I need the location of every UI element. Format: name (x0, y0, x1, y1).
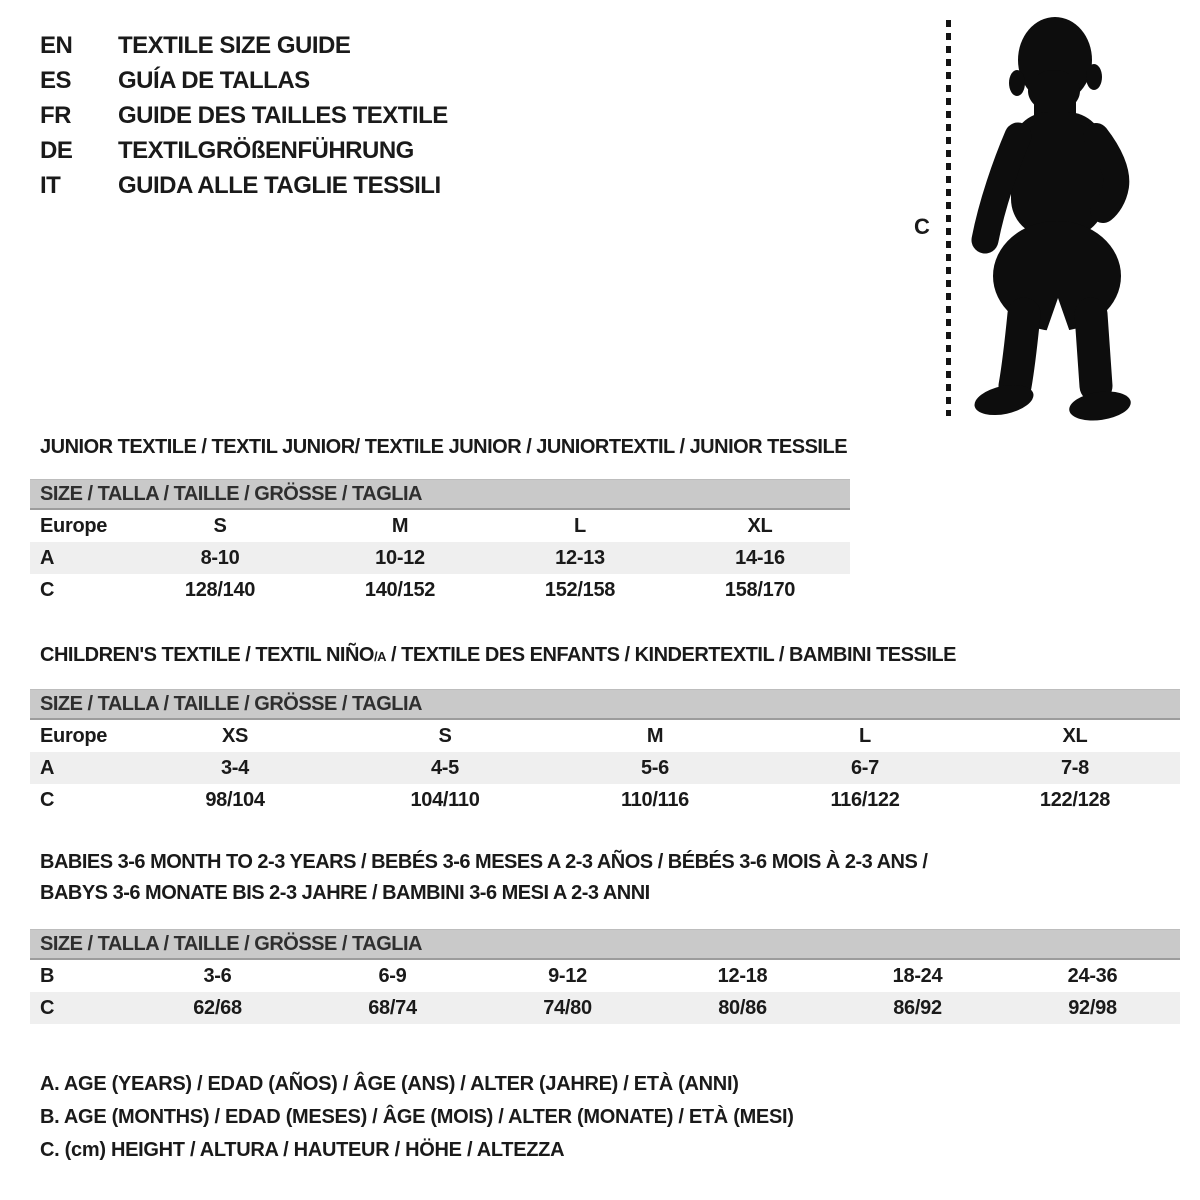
table-cell: XL (747, 514, 773, 537)
children-title-sub: /A (373, 649, 386, 664)
language-title: GUIDA ALLE TAGLIE TESSILI (118, 171, 441, 199)
children-size-table (30, 689, 1180, 816)
language-row (40, 168, 448, 203)
table-row (30, 992, 1180, 1024)
size-header-bar: SIZE / TALLA / TAILLE / GRÖSSE / TAGLIA (30, 929, 1180, 960)
children-title-post: / TEXTILE DES ENFANTS / KINDERTEXTIL / BAMBINI TESSILE (385, 644, 956, 666)
table-cell: 122/128 (1039, 788, 1111, 811)
legend-line-c: C. (cm) HEIGHT / ALTURA / HAUTEUR / HÖHE / ALTEZZA (40, 1139, 565, 1161)
table-cell: 6-9 (378, 964, 407, 987)
table-cell: 80/86 (718, 996, 767, 1019)
babies-size-table (30, 929, 1180, 1024)
table-cell: 104/110 (410, 788, 480, 811)
table-cell: 98/104 (205, 788, 265, 811)
table-row (30, 752, 1180, 784)
height-measure-label: C (914, 214, 930, 239)
table-cell: 158/170 (724, 578, 796, 601)
table-cell: 92/98 (1068, 996, 1117, 1019)
table-cell: XS (221, 724, 249, 747)
row-label: A (40, 756, 55, 779)
table-cell: M (646, 724, 664, 747)
legend-line-b: B. AGE (MONTHS) / EDAD (MESES) / ÂGE (MOIS) / ALTER (MONATE) / ETÀ (MESI) (40, 1106, 794, 1128)
row-label: A (40, 546, 55, 569)
language-row (40, 98, 448, 133)
language-code: DE (40, 136, 73, 164)
language-title-list (40, 28, 448, 203)
language-row (40, 133, 448, 168)
table-cell: 9-12 (548, 964, 587, 987)
table-cell: 3-6 (203, 964, 232, 987)
table-cell: 24-36 (1067, 964, 1118, 987)
table-row (30, 784, 1180, 816)
table-cell: 3-4 (220, 756, 249, 779)
row-label: Europe (40, 514, 108, 537)
language-code: IT (40, 171, 61, 199)
language-code: ES (40, 66, 72, 94)
table-row (30, 510, 850, 542)
table-cell: 7-8 (1060, 756, 1089, 779)
table-cell: 14-16 (735, 546, 785, 569)
table-cell: 74/80 (543, 996, 592, 1019)
table-cell: 68/74 (368, 996, 417, 1019)
row-label: C (40, 788, 55, 811)
legend-block (40, 1068, 794, 1167)
table-cell: 86/92 (893, 996, 942, 1019)
table-cell: XL (1062, 724, 1088, 747)
table-cell: 12-18 (717, 964, 768, 987)
table-cell: 5-6 (640, 756, 669, 779)
table-cell: 4-5 (430, 756, 459, 779)
junior-section-title: JUNIOR TEXTILE / TEXTIL JUNIOR/ TEXTILE JUNIOR / JUNIORTEXTIL / JUNIOR TESSILE (40, 436, 848, 458)
language-title: TEXTILGRÖßENFÜHRUNG (118, 136, 414, 164)
table-cell: 62/68 (193, 996, 242, 1019)
table-cell: 8-10 (200, 546, 240, 569)
table-cell: 152/158 (544, 578, 616, 601)
language-row (40, 28, 448, 63)
height-measure-dashed-line (946, 20, 951, 416)
language-code: EN (40, 31, 73, 59)
legend-line-a: A. AGE (YEARS) / EDAD (AÑOS) / ÂGE (ANS) / ALTER (JAHRE) / ETÀ (ANNI) (40, 1073, 739, 1095)
table-row (30, 574, 850, 606)
table-row (30, 542, 850, 574)
table-cell: S (213, 514, 227, 537)
language-title: GUIDE DES TAILLES TEXTILE (118, 101, 448, 129)
table-cell: 140/152 (364, 578, 436, 601)
row-label: C (40, 578, 55, 601)
size-header-bar: SIZE / TALLA / TAILLE / GRÖSSE / TAGLIA (30, 479, 850, 510)
table-row (30, 720, 1180, 752)
table-row (30, 960, 1180, 992)
junior-size-table (30, 479, 850, 606)
children-title-pre: CHILDREN'S TEXTILE / TEXTIL NIÑO (40, 644, 374, 666)
table-cell: L (859, 724, 871, 747)
table-cell: 12-13 (555, 546, 605, 569)
table-cell: 6-7 (850, 756, 879, 779)
table-cell: S (438, 724, 452, 747)
size-header-bar: SIZE / TALLA / TAILLE / GRÖSSE / TAGLIA (30, 689, 1180, 720)
table-cell: M (391, 514, 409, 537)
babies-title-line2: BABYS 3-6 MONATE BIS 2-3 JAHRE / BAMBINI 3-6 MESI A 2-3 ANNI (40, 882, 650, 904)
table-cell: 116/122 (830, 788, 900, 811)
table-cell: 10-12 (375, 546, 425, 569)
language-row (40, 63, 448, 98)
language-title: TEXTILE SIZE GUIDE (118, 31, 351, 59)
babies-title-line1: BABIES 3-6 MONTH TO 2-3 YEARS / BEBÉS 3-6 MESES A 2-3 AÑOS / BÉBÉS 3-6 MOIS À 2-3 ANS / (40, 851, 928, 873)
table-cell: L (574, 514, 586, 537)
table-cell: 128/140 (184, 578, 256, 601)
children-section-title (40, 641, 956, 671)
toddler-silhouette-icon (958, 14, 1142, 426)
babies-section-title (40, 847, 927, 909)
table-cell: 18-24 (892, 964, 943, 987)
row-label: Europe (40, 724, 108, 747)
row-label: C (40, 996, 55, 1019)
language-title: GUÍA DE TALLAS (118, 66, 310, 94)
language-code: FR (40, 101, 71, 129)
table-cell: 110/116 (621, 788, 689, 811)
row-label: B (40, 964, 55, 987)
